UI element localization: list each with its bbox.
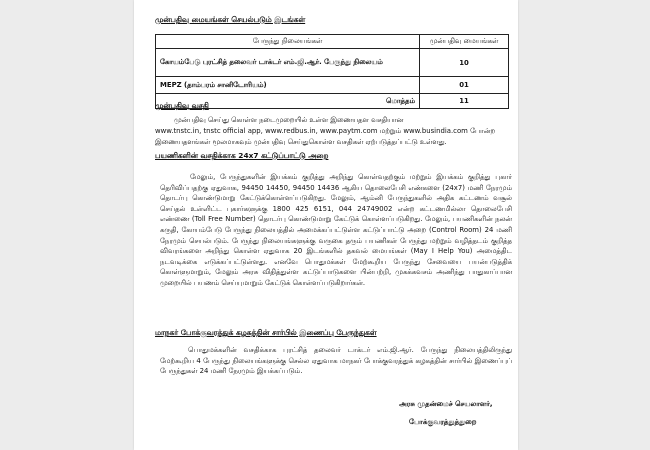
booking-text-line-1: முன்பதிவு செய்து கொள்ள நடைமுறையில் உள்ள இணையதள வசதியான (174, 116, 404, 124)
document-page (134, 0, 518, 450)
signature-title: அரசு முதன்மைச் செயலாளர், (399, 400, 493, 408)
table-row (156, 77, 509, 94)
center-count: 10 (420, 49, 509, 77)
booking-text-line-3: இணையதளங்கள் மூலமாகவும் முன்பதிவு செய்துகொள்ள வசதிகள் ஏற்படுத்தப்பட்டு உள்ளது. (155, 138, 447, 146)
locations-heading: முன்பதிவு மையங்கள் செயல்படும் இடங்கள் (155, 15, 306, 24)
stations-column-header: பேருந்து நிலையங்கள் (156, 35, 420, 49)
total-value: 11 (420, 94, 509, 109)
booking-centers-table (155, 34, 509, 109)
signature-department: போக்குவரத்துத்துறை (409, 418, 477, 426)
connecting-buses-paragraph: பொதுமக்களின் வசதிக்காக புரட்சித் தலைவர் டாக்டர் எம்.ஜி.ஆர். பேருந்து நிலையத்திலிருந்து மேற்கூறிய 4 பேருந்து நிலையங்களுக்கு செல்ல ஏதுவாக மாநகர் போக்குவரத்துக் கழகத்தின் சார்பில் இணைப்புப் பேருந்துகள் 24 மணி நேரமும் இயக்கப்படும். (160, 346, 512, 376)
station-name: MEPZ (தாம்பரம் சானிடோரியம்) (156, 77, 420, 94)
booking-text-line-2: www.tnstc.in, tnstc official app, www.redbus.in, www.paytm.com மற்றும் www.busindia.com போன்ற (155, 127, 496, 135)
table-header-row (156, 35, 509, 49)
booking-facility-heading: முன்பதிவு வசதி (155, 101, 209, 110)
control-room-paragraph: மேலும், பேருந்துகளின் இயக்கம் குறித்து அறிந்து கொள்வதற்கும் மற்றும் இயக்கம் குறித்து புகார் தெரிவிப்பதற்கு ஏதுவாக, 94450 14450, 94450 14436 ஆகிய தொலைபேசி எண்களை (24x7) மணி நேரமும் தொடர்பு கொண்டுமாறு கேட்டுக்கொள்ளப்படுகிறது. மேலும், ஆம்னி பேருந்துகளில் அதிக கட்டணம் வசூல் செய்தல் உள்ளிட்ட புகார்களுக்கு 1800 425 6151, 044 24749002 என்ற கட்டணமில்லா தொலைபேசி எண்ணை (Toll Free Number) தொடர்பு கொண்டுமாறு கேட்டுக் கொள்ளப்படுகிறது. மேலும், பயணிகளின் நலன் கருதி, கோயம்பேடு பேருந்து நிலையத்தில் அமைக்கப்பட்டுள்ள கட்டுப்பாட்டு அறை (Control Room) 24 மணி நேரமும் செயல்படும். பேருந்து நிலையங்களுக்கு வருகை தரும் பயணிகள் பேருந்து மற்றும் வழித்தடம் குறித்த விவரங்களை அறிந்து கொள்ள ஏதுவாக 20 இடங்களில் தகவல் மையங்கள் (May I Help You) அமைத்திட நடவடிக்கை எடுக்கப்பட்டுள்ளது. எனவே பொதுமக்கள் மேற்கூறிய பேருந்து சேவையை பயன்படுத்திக் கொள்ளுமாறும், மேலும் அரசு விதித்துள்ள கட்டுப்பாடுகளை பின்பற்றி, முகக்கவசம் அணிந்து பாதுகாப்பான முறையில் பயணம் செய்யுமாறும் கேட்டுக் கொள்ளப்படுகிறார்கள். (160, 173, 512, 287)
center-count: 01 (420, 77, 509, 94)
table-row (156, 49, 509, 77)
station-name: கோயம்பேடு புரட்சித் தலைவர் டாக்டர் எம்.ஜி.ஆர். பேருந்து நிலையம் (156, 49, 420, 77)
centers-column-header: முன்பதிவு மையங்கள் (420, 35, 509, 49)
total-label: மொத்தம் (156, 94, 420, 109)
connecting-buses-heading: மாநகர் போக்குவரத்துக் கழகத்தின் சார்பில் இணைப்பு பேருந்துகள் (155, 328, 377, 337)
control-room-heading: பயணிகளின் வசதிக்காக 24x7 கட்டுப்பாட்டு அறை (155, 151, 329, 160)
